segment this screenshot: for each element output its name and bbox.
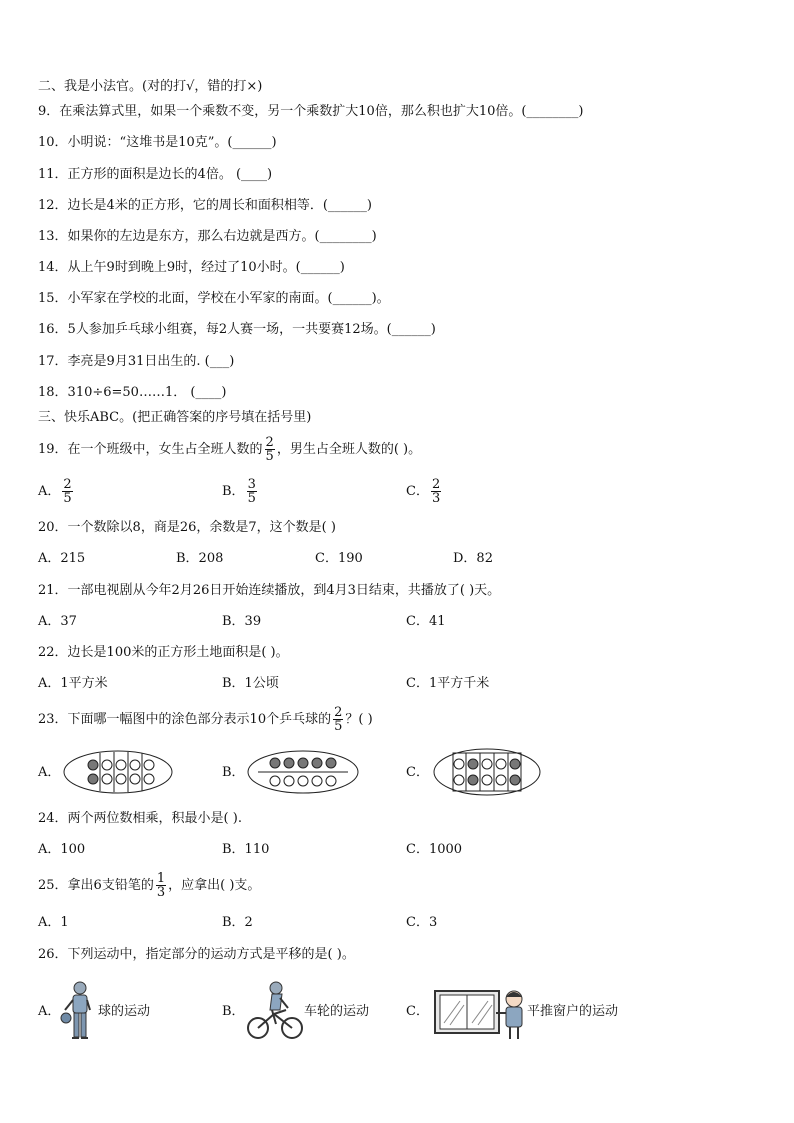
- q22-option-c[interactable]: C．1平方千米: [406, 676, 490, 691]
- q23-option-c[interactable]: C．: [406, 765, 429, 780]
- q21-option-c[interactable]: C．41: [406, 614, 446, 629]
- q19-option-a[interactable]: [38, 474, 75, 510]
- q20-option-c[interactable]: C．190: [315, 551, 363, 566]
- fraction-numerator: 2: [431, 477, 441, 492]
- fraction: [62, 478, 72, 505]
- question-25: [38, 868, 260, 904]
- question-10: 10．小明说：“这堆书是10克”。(______): [38, 135, 277, 150]
- question-13: 13．如果你的左边是东方，那么右边就是西方。(________): [38, 229, 377, 244]
- fraction-denominator: 3: [156, 885, 166, 900]
- q19-option-b[interactable]: [222, 474, 259, 510]
- fraction-numerator: 2: [265, 435, 274, 450]
- option-letter: C．: [406, 484, 429, 499]
- q19-option-c[interactable]: [406, 474, 443, 510]
- q22-option-a[interactable]: A．1平方米: [38, 676, 108, 691]
- q22-option-b[interactable]: B．1公顷: [222, 676, 279, 691]
- question-16: 16．5人参加乒乓球小组赛，每2人赛一场，一共要赛12场。(______): [38, 322, 436, 337]
- question-14: 14．从上午9时到晚上9时，经过了10小时。(______): [38, 260, 345, 275]
- question-19: [38, 432, 421, 468]
- question-25-post: ，应拿出( )支。: [168, 878, 261, 893]
- question-17: 17．李亮是9月31日出生的. (___): [38, 354, 235, 369]
- question-11: 11．正方形的面积是边长的4倍。 (____): [38, 167, 273, 182]
- question-15: 15．小军家在学校的北面，学校在小军家的南面。(______)。: [38, 291, 390, 306]
- question-26: 26．下列运动中，指定部分的运动方式是平移的是( )。: [38, 947, 355, 962]
- question-18: 18．310÷6=50……1． (____): [38, 385, 227, 400]
- ball-group-b-diagram: [246, 749, 360, 795]
- option-letter: B．: [222, 484, 245, 499]
- q20-option-b[interactable]: B．208: [176, 551, 224, 566]
- question-9: 9．在乘法算式里，如果一个乘数不变，另一个乘数扩大10倍，那么积也扩大10倍。(________): [38, 104, 584, 119]
- q26-b-caption: 车轮的运动: [304, 1004, 370, 1019]
- fraction-denominator: 3: [431, 491, 441, 506]
- fraction-numerator: 3: [247, 477, 256, 492]
- q20-option-a[interactable]: A．215: [38, 551, 86, 566]
- q21-option-a[interactable]: A．37: [38, 614, 77, 629]
- q26-a-caption: 球的运动: [98, 1004, 151, 1019]
- fraction-denominator: 5: [247, 491, 256, 506]
- fraction: [431, 478, 441, 505]
- q26-c-caption: 平推窗户的运动: [527, 1004, 619, 1019]
- q20-option-d[interactable]: D．82: [453, 551, 493, 566]
- section-2-heading: 二、我是小法官。(对的打√，错的打×): [38, 79, 263, 94]
- question-23-post: ？( ): [345, 712, 373, 727]
- fraction: [333, 706, 343, 733]
- question-20: 20．一个数除以8，商是26，余数是7，这个数是( ): [38, 520, 336, 535]
- question-12: 12．边长是4米的正方形，它的周长和面积相等．(______): [38, 198, 372, 213]
- q26-option-c[interactable]: C．: [406, 1004, 429, 1019]
- q21-option-b[interactable]: B．39: [222, 614, 262, 629]
- question-22: 22．边长是100米的正方形土地面积是( )。: [38, 645, 289, 660]
- bicycle-rider-illustration: [246, 980, 304, 1042]
- q23-option-a[interactable]: A．: [38, 765, 61, 780]
- fraction-denominator: 5: [265, 449, 274, 464]
- question-23-pre: 23．下面哪一幅图中的涂色部分表示10个乒乓球的: [38, 712, 332, 727]
- fraction-numerator: 2: [63, 477, 72, 492]
- q24-option-a[interactable]: A．100: [38, 842, 86, 857]
- q24-option-b[interactable]: B．110: [222, 842, 270, 857]
- q26-option-b[interactable]: B．: [222, 1004, 245, 1019]
- fraction: [247, 478, 257, 505]
- ball-group-a-diagram: [62, 749, 174, 795]
- question-21: 21．一部电视剧从今年2月26日开始连续播放，到4月3日结束，共播放了( )天。: [38, 583, 501, 598]
- ball-group-c-diagram: [432, 747, 542, 797]
- q25-option-a[interactable]: A．1: [38, 915, 69, 930]
- person-bouncing-ball-illustration: [60, 980, 100, 1044]
- fraction-denominator: 5: [63, 491, 72, 506]
- option-letter: A．: [38, 484, 61, 499]
- q26-option-a[interactable]: A．: [38, 1004, 61, 1019]
- section-3-heading: 三、快乐ABC。(把正确答案的序号填在括号里): [38, 410, 312, 425]
- q25-option-b[interactable]: B．2: [222, 915, 253, 930]
- fraction-numerator: 1: [156, 871, 166, 886]
- question-19-post: ，男生占全班人数的( )。: [276, 442, 422, 457]
- q24-option-c[interactable]: C．1000: [406, 842, 463, 857]
- q23-option-b[interactable]: B．: [222, 765, 245, 780]
- fraction-numerator: 2: [334, 705, 343, 720]
- fraction-denominator: 5: [334, 719, 343, 734]
- q25-option-c[interactable]: C．3: [406, 915, 438, 930]
- window-push-illustration: [434, 987, 528, 1039]
- fraction: [265, 436, 275, 463]
- question-19-pre: 19．在一个班级中，女生占全班人数的: [38, 442, 263, 457]
- fraction: [156, 872, 166, 899]
- question-24: 24．两个两位数相乘，积最小是( ).: [38, 811, 242, 826]
- question-25-pre: 25．拿出6支铅笔的: [38, 878, 154, 893]
- question-23: [38, 702, 373, 738]
